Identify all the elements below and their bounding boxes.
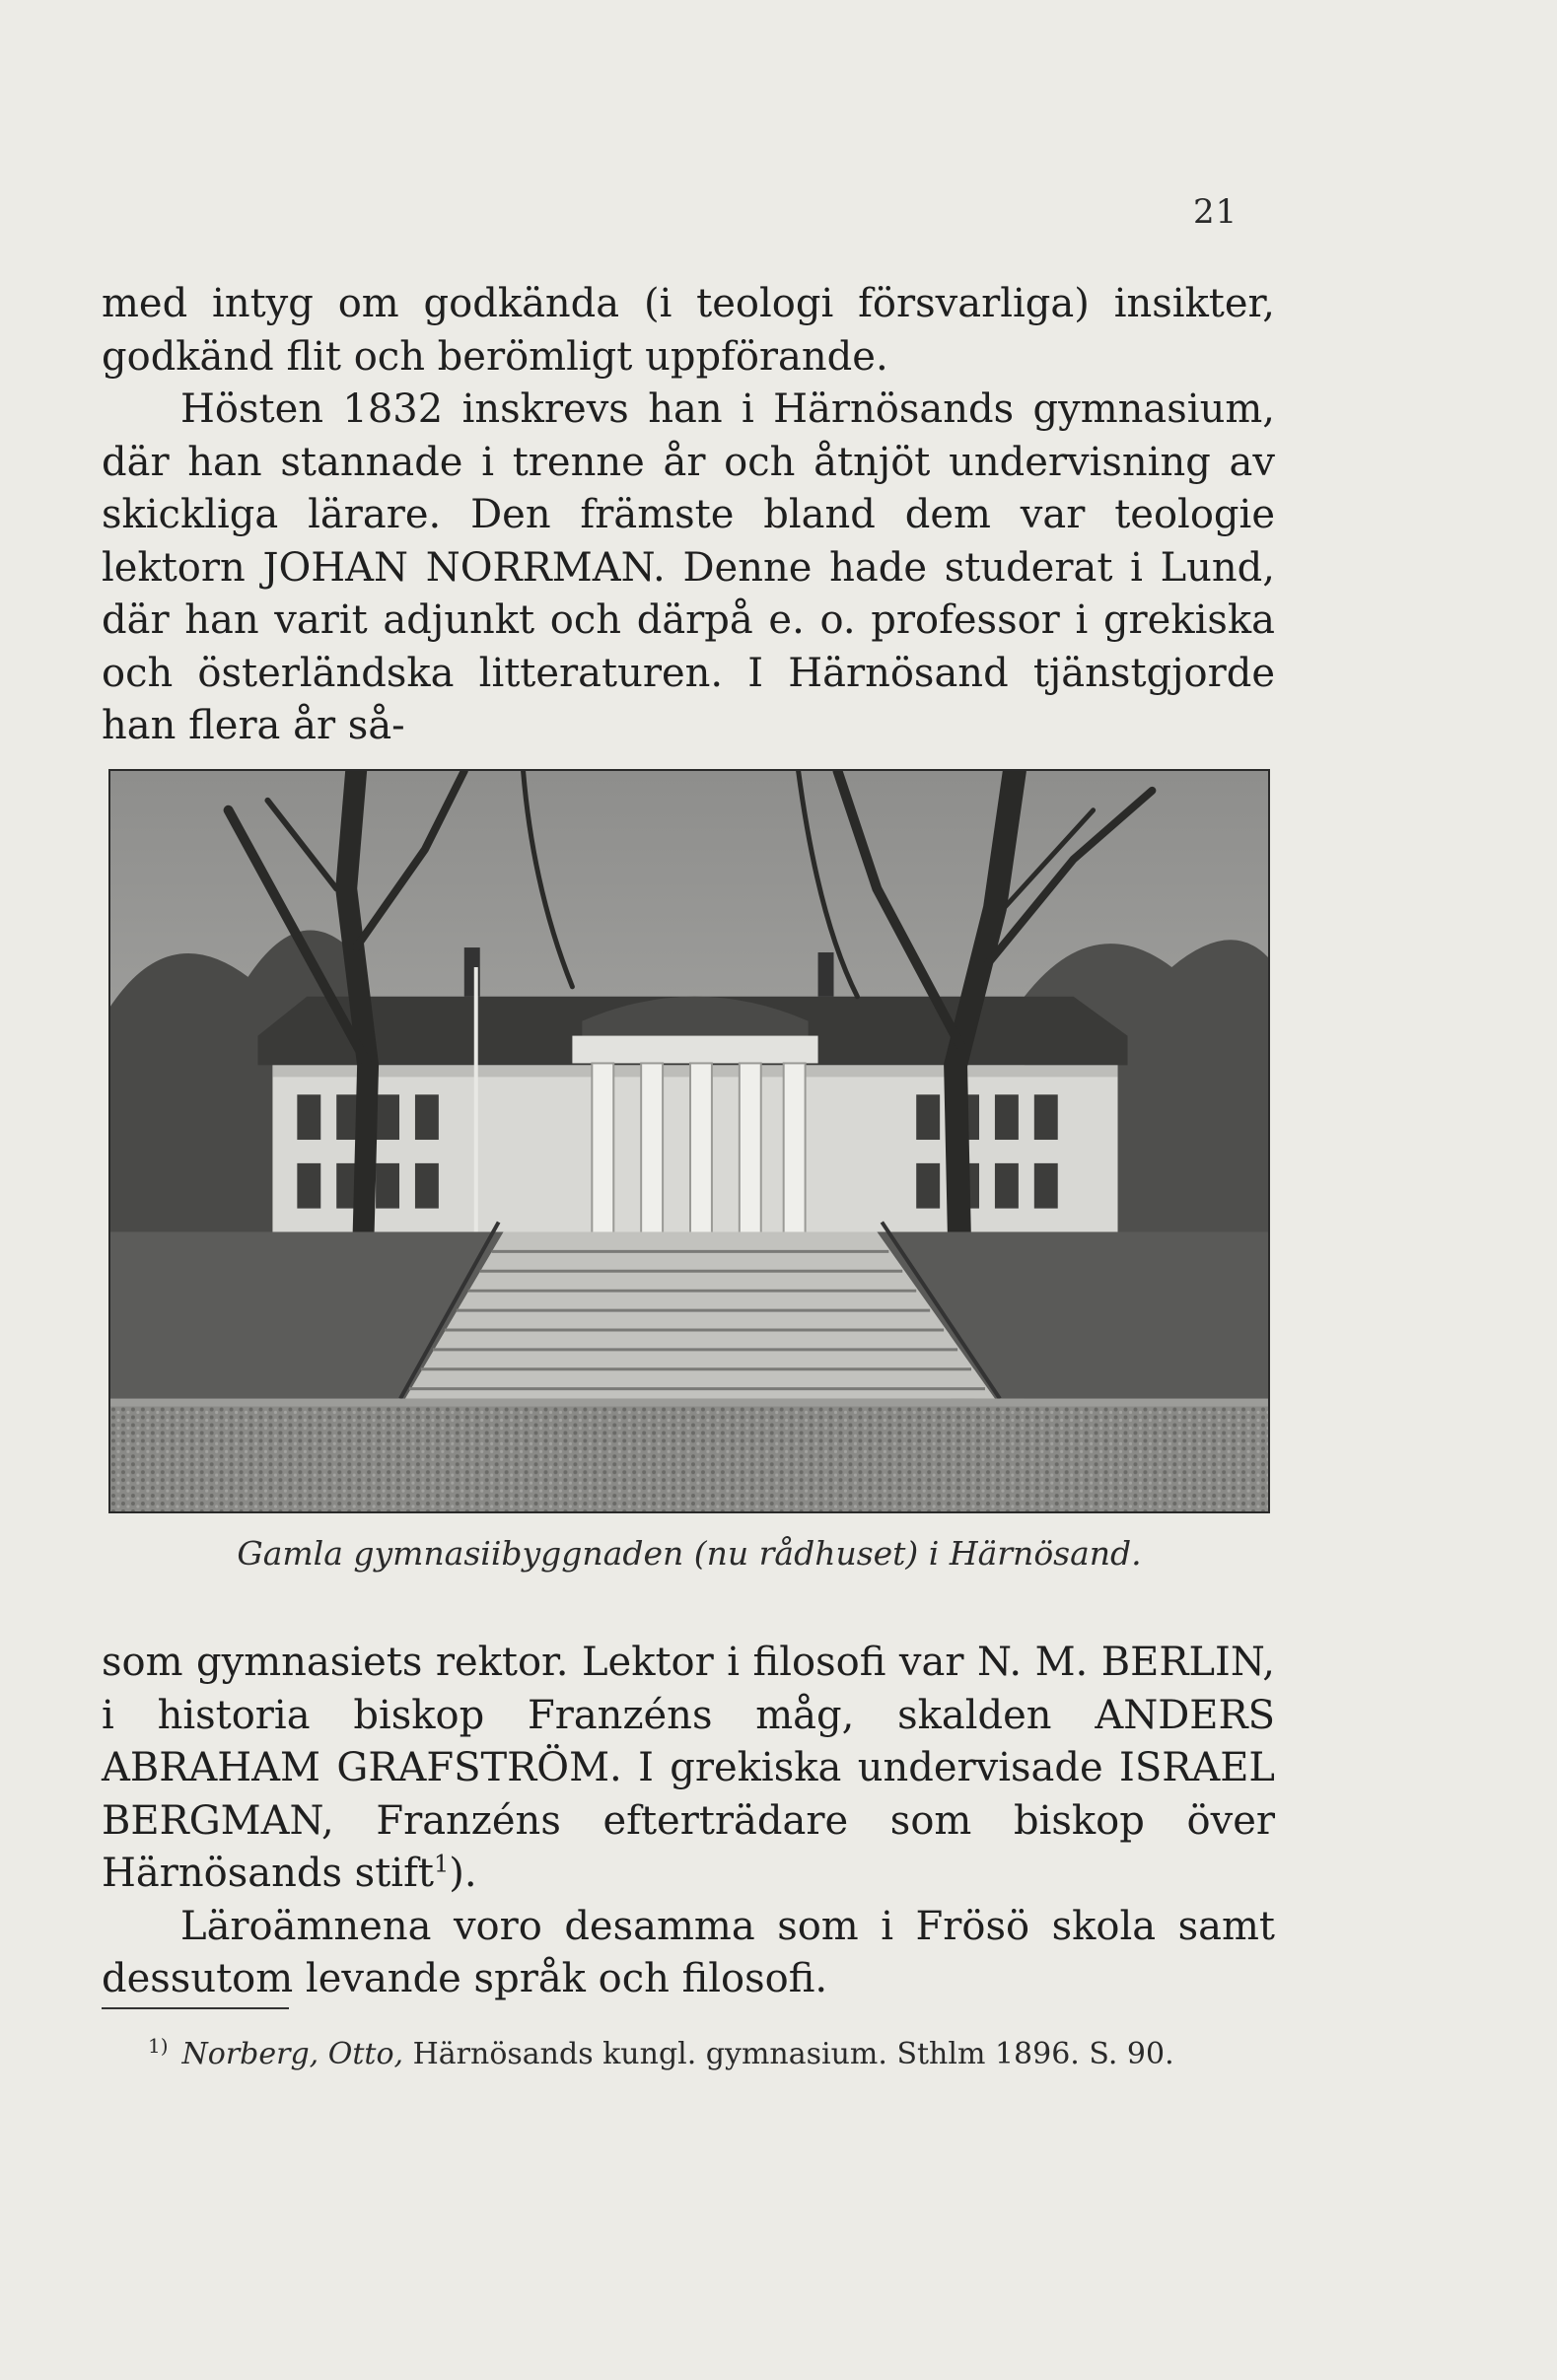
paragraph-3 — [102, 1637, 1275, 1901]
building-photograph — [108, 769, 1270, 1513]
bottom-text-block — [102, 1637, 1275, 2006]
paragraph-4: Läroämnena voro desamma som i Frösö skola samt dessutom levande språk och filosofi. — [102, 1903, 1275, 2001]
paragraph-3-end: ). — [449, 1851, 477, 1896]
photo-caption: Gamla gymnasiibyggnaden (nu rådhuset) i Härnösand. — [237, 1534, 1142, 1573]
paragraph-3-text: som gymnasiets rektor. Lektor i filosofi var N. M. BERLIN, i historia biskop Franzéns måg, skalden ANDERS ABRAHAM GRAFSTRÖM. I grekiska undervisade ISRAEL BERGMAN, Franzéns efterträdare som biskop över Härnösands stift — [102, 1640, 1275, 1896]
paragraph-1: med intyg om godkända (i teologi försvarliga) insikter, godkänd flit och berömligt uppförande. — [102, 281, 1275, 380]
footnote-text: Härnösands kungl. gymnasium. Sthlm 1896. S. 90. — [412, 2037, 1174, 2071]
footnote-marker: 1) — [148, 2034, 169, 2058]
footnote-divider — [102, 2007, 289, 2009]
paragraph-2: Hösten 1832 inskrevs han i Härnösands gymnasium, där han stannade i trenne år och åtnjöt undervisning av skickliga lärare. Den främste bland dem var teologie lektorn JOHAN NORRMAN. Denne hade studerat i Lund, där han varit adjunkt och därpå e. o. professor i grekiska och österländska litteraturen. I Härnösand tjänstgjorde han flera år så- — [102, 386, 1275, 748]
footnote — [148, 2026, 1282, 2074]
footnote-reference: 1 — [433, 1850, 450, 1878]
top-text-block — [102, 278, 1275, 753]
page-number: 21 — [1193, 192, 1239, 232]
footnote-author: Norberg, Otto, — [181, 2037, 404, 2071]
building-photograph-illustration — [110, 771, 1268, 1511]
